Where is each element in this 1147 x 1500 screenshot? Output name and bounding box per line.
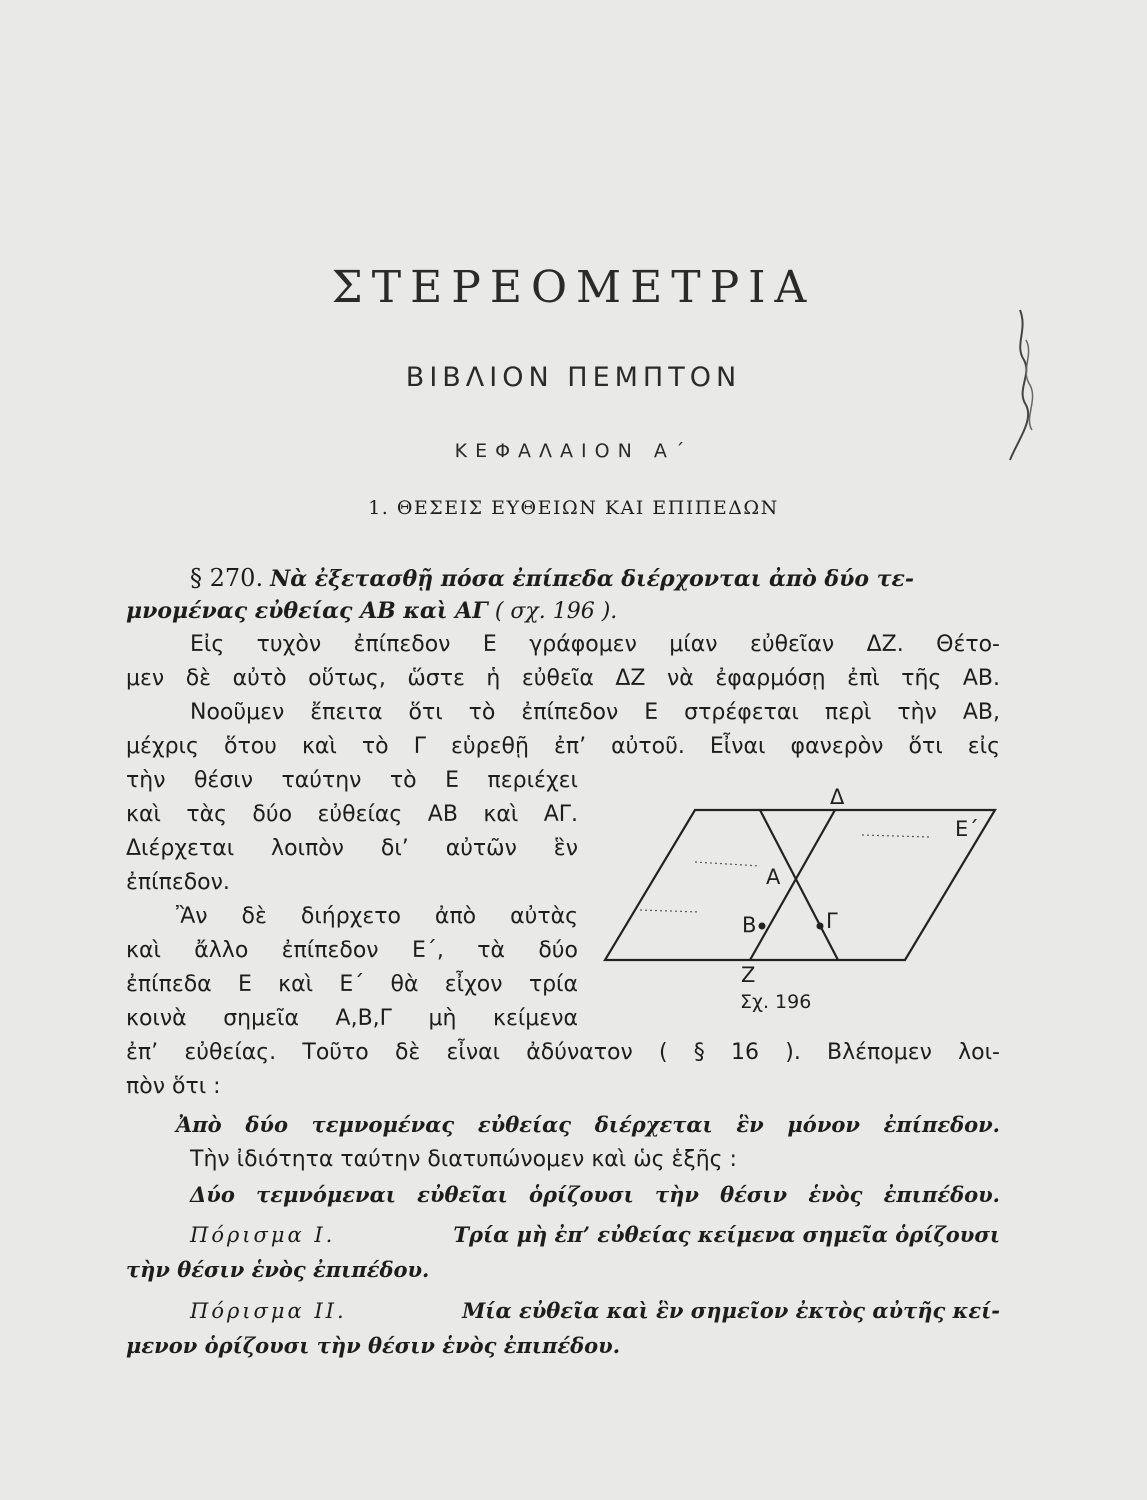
wrap-line: ἐπίπεδον. [126,870,230,895]
figure-caption: Σχ. 196 [740,991,812,1013]
body-line: Εἰς τυχὸν ἐπίπεδον Ε γράφομεν μίαν εὐθεῖαν ΔΖ. Θέτο- [190,632,1000,657]
wrap-line: κοινὰ σημεῖα Α,Β,Γ μὴ κείμενα [126,1006,578,1031]
paragraph-statement-1: Νὰ ἐξετασθῇ πόσα ἐπίπεδα διέρχονται ἀπὸ δύο τε- [270,566,914,592]
paragraph-270-line2 [126,596,617,627]
figure-196 [600,780,1010,1020]
wrap-line: καὶ τὰς δύο εὐθείας ΑΒ καὶ ΑΓ. [126,802,578,827]
label-e-prime: Ε΄ [955,817,979,841]
paragraph-statement-2: μνομένας εὐθείας ΑΒ καὶ ΑΓ [126,598,488,624]
section-heading: 1. ΘΕΣΕΙΣ ΕΥΘΕΙΩΝ ΚΑΙ ΕΠΙΠΕΔΩΝ [368,497,779,519]
book-heading: ΒΙΒΛΙΟΝ ΠΕΜΠΤΟΝ [405,362,742,393]
label-g: Γ [826,909,838,933]
line-delta-zeta [750,810,835,960]
label-a: Α [766,865,781,889]
restatement-line: Τὴν ἰδιότητα ταύτην διατυπώνομεν καὶ ὡς ἑξῆς : [190,1147,737,1172]
body-line: πὸν ὅτι : [126,1074,221,1099]
paragraph-270-line1 [190,563,1000,595]
theorem-statement: Ἀπὸ δύο τεμνομένας εὐθείας διέρχεται ἓν μόνον ἐπίπεδον. [176,1112,1000,1137]
point-g [817,923,824,930]
hatch-mark [862,835,930,837]
wrap-line: καὶ ἄλλο ἐπίπεδον Ε΄, τὰ δύο [126,938,578,963]
label-z: Ζ [741,963,756,987]
hatch-mark [695,862,760,866]
wrap-line: τὴν θέσιν ταύτην τὸ Ε περιέχει [126,768,578,793]
page-title: ΣΤΕΡΕΟΜΕΤΡΙΑ [331,262,816,313]
wrap-line: Ἂν δὲ διήρχετο ἀπὸ αὐτὰς [176,904,578,929]
body-line: μέχρις ὅτου καὶ τὸ Γ εὑρεθῇ ἐπ’ αὐτοῦ. Εἶναι φανερὸν ὅτι εἰς [126,734,1000,759]
body-line: Νοοῦμεν ἔπειτα ὅτι τὸ ἐπίπεδον Ε στρέφεται περὶ τὴν ΑΒ, [190,700,1000,725]
corollary-1-label: Πόρισμα Ι. [190,1223,336,1247]
wrap-line: ἐπίπεδα Ε καὶ Ε΄ θὰ εἶχον τρία [126,972,578,997]
corollary-1-line2: τὴν θέσιν ἑνὸς ἐπιπέδου. [126,1257,430,1282]
label-b: Β [742,913,757,937]
corollary-2-line2: μενον ὁρίζουσι τὴν θέσιν ἑνὸς ἐπιπέδου. [126,1333,621,1358]
corollary-2-label: Πόρισμα ΙΙ. [190,1299,347,1323]
label-delta: Δ [830,785,845,809]
body-line: ἐπ’ εὐθείας. Τοῦτο δὲ εἶναι ἀδύνατον ( § 16 ). Βλέπομεν λοι- [126,1040,1000,1065]
corollary-2-text: Μία εὐθεῖα καὶ ἓν σημεῖον ἐκτὸς αὐτῆς κεί- [462,1298,1000,1323]
point-b [759,923,766,930]
theorem-statement-2: Δύο τεμνόμεναι εὐθεῖαι ὁρίζουσι τὴν θέσιν ἑνὸς ἐπιπέδου. [190,1182,1000,1207]
corollary-2-line1 [190,1296,1000,1326]
wrap-line: Διέρχεται λοιπὸν δι’ αὐτῶν ἓν [126,836,578,861]
margin-scribble [990,300,1050,470]
chapter-heading: ΚΕΦΑΛΑΙΟΝ Α΄ [454,440,693,462]
figure-reference: ( σχ. 196 ). [494,599,618,624]
corollary-1-line1 [190,1220,1000,1250]
paragraph-number: § 270. [190,564,264,592]
body-line: μεν δὲ αὐτὸ οὕτως, ὥστε ἡ εὐθεῖα ΔΖ νὰ ἐφαρμόσῃ ἐπὶ τῆς ΑΒ. [126,666,1000,691]
hatch-mark [640,910,700,912]
corollary-1-text: Τρία μὴ ἐπ’ εὐθείας κείμενα σημεῖα ὁρίζουσι [453,1222,1000,1247]
